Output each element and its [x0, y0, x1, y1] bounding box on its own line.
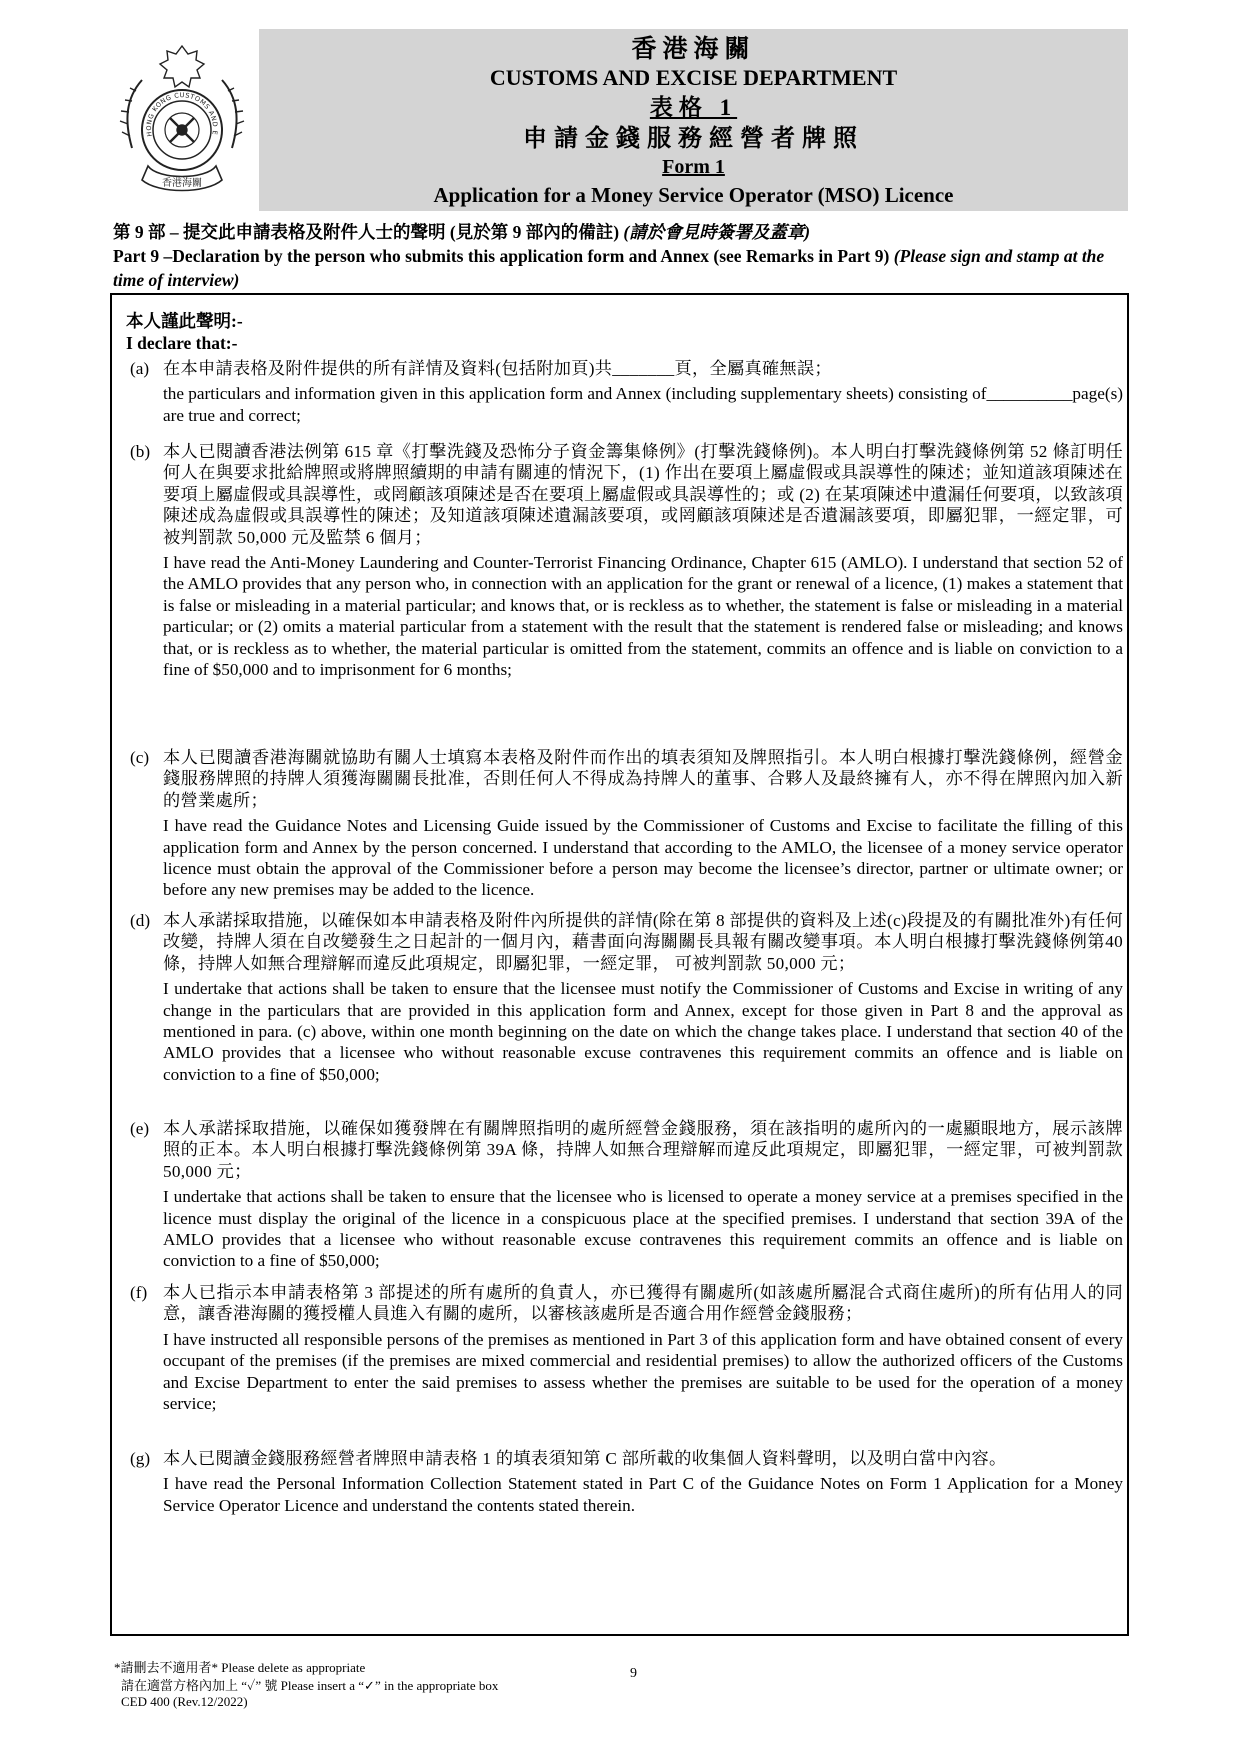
footer-form-code: CED 400 (Rev.12/2022)	[121, 1694, 248, 1709]
clause-text-zh: 在本申請表格及附件提供的所有詳情及資料(包括附加頁)共_______頁，全屬真確無誤；	[163, 359, 832, 378]
clause-letter: (a)	[130, 359, 150, 378]
application-title-en: Application for a Money Service Operator (MSO) Licence	[433, 183, 954, 207]
department-title-zh: 香港海關	[631, 36, 756, 63]
form-number-zh: 表格 1	[649, 95, 738, 120]
part9-heading-zh: 第 9 部 – 提交此申請表格及附件人士的聲明 (見於第 9 部內的備註) (請於會見時簽署及蓋章)	[113, 222, 811, 242]
declaration-intro	[126, 310, 243, 354]
clause-text-en: I undertake that actions shall be taken to ensure that the licensee who is licensed to operate a money service at a premises specified in the licence must display the original of the licence in a conspicuous place at the specified premises. I understand that section 39A of the AMLO provides that a licensee who without reasonable excuse contravenes this requirement commits an offence and is liable on conviction to a fine of $50,000;	[163, 1187, 1123, 1271]
clause-text-en: I have read the Anti-Money Laundering and Counter-Terrorist Financing Ordinance, Chapter 615 (AMLO). I understand that section 52 of the AMLO provides that any person who, in connection with an application for the grant or renewal of a licence, (1) makes a statement that is false or misleading in a material particular; and knows that, or is reckless as to whether, the statement is false or misleading in a material particular; or (2) omits a material particular from a statement with the result that the statement is rendered false or misleading; and knows that, or is reckless as to whether, the material particular is omitted from the statement, commits an offence and is liable on conviction to a fine of $50,000 and to imprisonment for 6 months;	[163, 553, 1123, 680]
form-header-band	[259, 29, 1128, 211]
clause-text-zh: 本人已指示本申請表格第 3 部提述的所有處所的負責人，亦已獲得有關處所(如該處所屬混合式商住處所)的所有佔用人的同意，讓香港海關的獲授權人員進入有關的處所，以審核該處所是否適合用作經營金錢服務；	[163, 1283, 1123, 1324]
clause-text-zh: 本人已閱讀金錢服務經營者牌照申請表格 1 的填表須知第 C 部所載的收集個人資料聲明，以及明白當中內容。	[163, 1449, 1007, 1468]
clause-letter: (g)	[130, 1449, 151, 1468]
part9-heading	[113, 220, 1123, 292]
clause-letter: (e)	[130, 1119, 150, 1138]
clause-text-en: I have instructed all responsible persons of the premises as mentioned in Part 3 of this application form and have obtained consent of every occupant of the premises (if the premises are mixed commercial and residential premises) to allow the authorized officers of the Customs and Excise Department to enter the said premises to assess whether the premises are suitable to be used for the operation of a money service;	[163, 1329, 1123, 1414]
clause-letter: (d)	[130, 911, 151, 930]
svg-text:香港海關: 香港海關	[162, 178, 202, 189]
department-title-en: CUSTOMS AND EXCISE DEPARTMENT	[489, 65, 898, 90]
footer-delete-note: *請刪去不適用者* Please delete as appropriate	[114, 1660, 366, 1675]
svg-text:HONG KONG CUSTOMS AND EXCISE: HONG KONG CUSTOMS AND E	[144, 91, 220, 138]
page-number: 9	[630, 1666, 637, 1681]
declaration-intro-zh: 本人謹此聲明:-	[126, 311, 243, 331]
clause-text-zh: 本人已閱讀香港法例第 615 章《打擊洗錢及恐怖分子資金籌集條例》(打擊洗錢條例)。本人明白打擊洗錢條例第 52 條訂明任何人在與要求批給牌照或將牌照續期的申請有關連的情況下，(1) 作出在要項上屬虛假或具誤導性的陳述；並知道該項陳述在要項上屬虛假或具誤導性，或罔顧該項陳述是否在要項上屬虛假或具誤導性的；或 (2) 在某項陳述中遺漏任何要項，以致該項陳述成為虛假或具誤導性的陳述；及知道該項陳述遺漏該要項，或罔顧該項陳述是否遺漏該要項，即屬犯罪，一經定罪，可被判罰款 50,000 元及監禁 6 個月；	[163, 442, 1123, 547]
application-title-zh: 申請金錢服務經營者牌照	[523, 126, 864, 152]
clause-text-en: I have read the Personal Information Collection Statement stated in Part C of the Guidance Notes on Form 1 Application for a Money Service Operator Licence and understand the contents stated therein.	[163, 1474, 1123, 1515]
clause-text-zh: 本人承諾採取措施，以確保如獲發牌在有關牌照指明的處所經營金錢服務，須在該指明的處所內的一處顯眼地方，展示該牌照的正本。本人明白根據打擊洗錢條例第 39A 條，持牌人如無合理辯解而違反此項規定，即屬犯罪，一經定罪，可被判罰款 50,000 元；	[163, 1119, 1123, 1181]
clause-letter: (c)	[130, 748, 150, 767]
clause-text-en: I have read the Guidance Notes and Licensing Guide issued by the Commissioner of Customs and Excise to facilitate the filling of this application form and Annex by the person concerned. I understand that according to the AMLO, the licensee of a money service operator licence must obtain the approval of the Commissioner before a person may become the licensee’s director, partner or ultimate owner; or before any new premises may be added to the licence.	[163, 816, 1123, 900]
part9-heading-en: Part 9 –Declaration by the person who submits this application form and Annex (see Remarks in Part 9) (Please sign and stamp at the time of interview)	[113, 246, 1105, 290]
declaration-intro-en: I declare that:-	[126, 333, 238, 353]
footer-tick-note: 請在適當方格內加上 “✓” 號 Please insert a “✓” in the appropriate box	[121, 1678, 499, 1693]
clause-text-en: the particulars and information given in this application form and Annex (including supplementary sheets) consisting of__________page(s) are true and correct;	[163, 384, 1123, 425]
clause-text-zh: 本人已閱讀香港海關就協助有關人士填寫本表格及附件而作出的填表須知及牌照指引。本人明白根據打擊洗錢條例，經營金錢服務牌照的持牌人須獲海關關長批准，否則任何人不得成為持牌人的董事、合夥人及最終擁有人，亦不得在牌照內加入新的營業處所；	[163, 748, 1123, 810]
clause-letter: (f)	[130, 1283, 148, 1302]
clause-letter: (b)	[130, 442, 151, 461]
form-number-en: Form 1	[662, 156, 725, 178]
clause-text-en: I undertake that actions shall be taken to ensure that the licensee must notify the Commissioner of Customs and Excise in writing of any change in the particulars that are provided in this application form and Annex, except for those given in Part 8 and the approval as mentioned in para. (c) above, within one month beginning on the date on which the change takes place. I understand that section 40 of the AMLO provides that a licensee who without reasonable excuse contravenes this requirement commits an offence and is liable on conviction to a fine of $50,000;	[163, 979, 1123, 1084]
customs-emblem-logo	[118, 40, 246, 200]
clause-text-zh: 本人承諾採取措施，以確保如本申請表格及附件內所提供的詳情(除在第 8 部提供的資料及上述(c)段提及的有關批准外)有任何改變，持牌人須在自改變發生之日起計的一個月內，藉書面向海關關長具報有關改變事項。本人明白根據打擊洗錢條例第40條，持牌人如無合理辯解而違反此項規定，即屬犯罪，一經定罪， 可被判罰款 50,000 元；	[163, 911, 1123, 973]
